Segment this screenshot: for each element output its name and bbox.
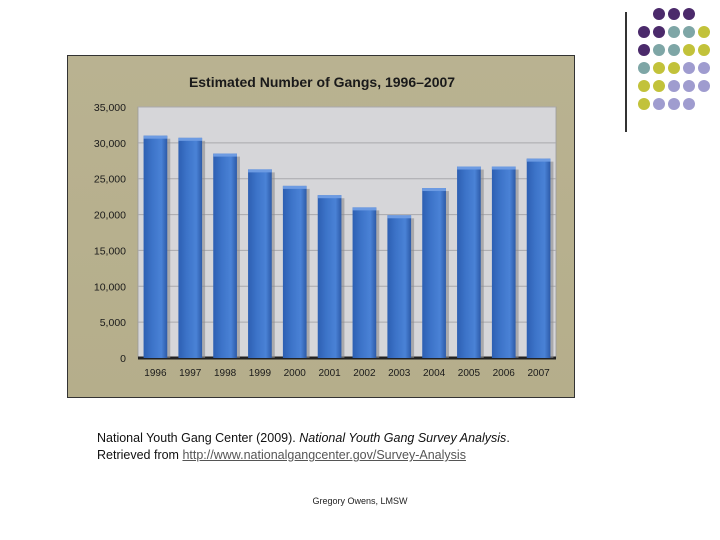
bar [318, 195, 342, 358]
x-tick-label: 2003 [388, 368, 411, 379]
decorative-dot [668, 98, 680, 110]
decorative-dot [683, 98, 695, 110]
x-tick-label: 1999 [248, 368, 272, 379]
y-tick-label: 25,000 [93, 173, 126, 186]
bar-top [283, 186, 307, 189]
bar-top [318, 195, 342, 198]
decorative-dot [653, 80, 665, 92]
bar-top [457, 167, 481, 170]
decorative-dot [683, 26, 695, 38]
decorative-dot [698, 62, 710, 74]
decorative-dot [653, 26, 665, 38]
x-tick-label: 1996 [144, 368, 167, 379]
y-tick-label: 10,000 [93, 281, 126, 294]
bar [492, 167, 516, 358]
decorative-vertical-line [625, 12, 627, 132]
y-tick-label: 20,000 [93, 209, 126, 222]
citation-author: National Youth Gang Center (2009). [97, 431, 300, 445]
bar [178, 138, 202, 358]
citation-title: National Youth Gang Survey Analysis [299, 431, 507, 445]
decorative-dot-grid [638, 8, 718, 120]
decorative-dot [698, 80, 710, 92]
decorative-dot [668, 8, 680, 20]
bar-top [527, 159, 551, 162]
x-tick-label: 1997 [179, 368, 202, 379]
citation-link[interactable]: http://www.nationalgangcenter.gov/Survey-Analysis [182, 448, 466, 462]
citation-retrieved: Retrieved from [97, 448, 183, 462]
x-tick-label: 2007 [527, 368, 550, 379]
bar-top [248, 169, 272, 172]
decorative-dot [683, 62, 695, 74]
x-tick-label: 2004 [422, 368, 446, 379]
decorative-dot [698, 44, 710, 56]
footer-author: Gregory Owens, LMSW [312, 496, 408, 506]
bar-chart [68, 56, 576, 399]
bar [213, 154, 237, 358]
bar-top [387, 215, 411, 218]
decorative-dot [638, 26, 650, 38]
x-tick-label: 2006 [492, 368, 515, 379]
y-tick-label: 35,000 [93, 102, 126, 114]
decorative-dot [638, 62, 650, 74]
bar [248, 169, 272, 358]
bar-top [353, 207, 377, 210]
bar [422, 188, 446, 358]
decorative-dot [638, 80, 650, 92]
citation-period: . [506, 431, 510, 445]
x-tick-label: 2005 [457, 368, 481, 379]
bar [457, 167, 481, 358]
y-tick-label: 30,000 [93, 137, 126, 150]
y-tick-label: 0 [120, 353, 126, 365]
y-tick-label: 5,000 [99, 317, 126, 330]
decorative-dot [683, 80, 695, 92]
bar-top [144, 136, 168, 139]
x-tick-label: 1998 [213, 368, 237, 379]
decorative-dot [653, 44, 665, 56]
chart-frame [67, 55, 575, 398]
decorative-dot [668, 80, 680, 92]
bar-top [492, 167, 516, 170]
citation-line-2 [97, 447, 510, 464]
decorative-dot [668, 26, 680, 38]
bar [527, 159, 551, 358]
y-tick-label: 15,000 [93, 245, 126, 258]
decorative-dot [683, 44, 695, 56]
x-tick-label: 2001 [318, 368, 341, 379]
bar [283, 186, 307, 358]
chart-title: Estimated Number of Gangs, 1996–2007 [188, 74, 456, 90]
bar [387, 215, 411, 358]
decorative-dot [638, 44, 650, 56]
bar [353, 207, 377, 358]
citation [97, 430, 510, 464]
decorative-dot [653, 98, 665, 110]
x-tick-label: 2002 [353, 368, 376, 379]
bar-top [422, 188, 446, 191]
decorative-dot [638, 98, 650, 110]
bar-top [178, 138, 202, 141]
decorative-dot [653, 8, 665, 20]
decorative-dot [698, 26, 710, 38]
bar-top [213, 154, 237, 157]
decorative-dot [668, 62, 680, 74]
decorative-dot [668, 44, 680, 56]
decorative-dot [653, 62, 665, 74]
citation-line-1 [97, 430, 510, 447]
x-tick-label: 2000 [283, 368, 306, 379]
bar [144, 136, 168, 358]
decorative-dot [683, 8, 695, 20]
